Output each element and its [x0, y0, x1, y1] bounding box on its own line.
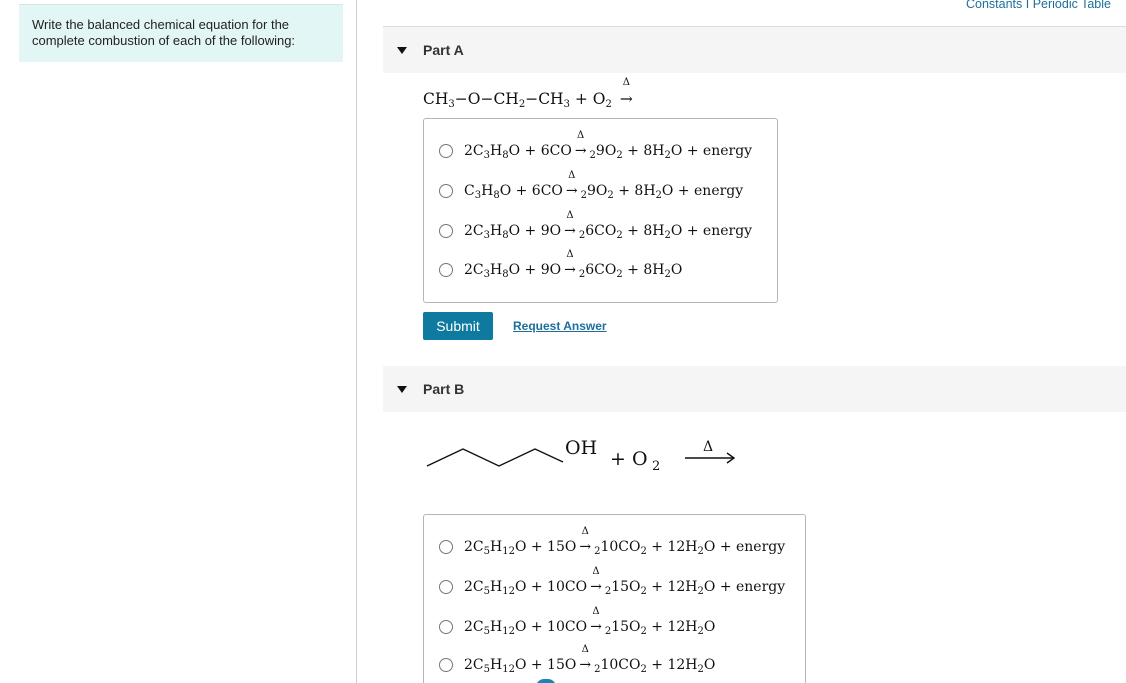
equation-term: 9O [587, 183, 608, 199]
equation-term: 2C [464, 262, 484, 278]
part-b-option-1[interactable] [439, 526, 786, 557]
caret-down-icon [397, 386, 407, 393]
equation-term: O + 15O [514, 539, 577, 555]
part-a-option-4[interactable] [439, 249, 683, 280]
delta-symbol: Δ [566, 210, 574, 221]
radio-button[interactable] [439, 580, 453, 594]
equation-text [464, 130, 753, 161]
heat-arrow-icon [564, 210, 576, 239]
equation-subscript: 2 [664, 150, 671, 161]
q-sub: 2 [518, 99, 526, 110]
equation-term: H [490, 619, 503, 635]
equation-text [464, 526, 786, 557]
request-answer-link[interactable]: Request Answer [513, 319, 607, 333]
arrow-symbol: → [579, 539, 592, 555]
arrow-symbol: → [590, 579, 602, 595]
equation-subscript: 12 [502, 546, 515, 557]
equation-term: H [490, 579, 503, 595]
equation-term: H [490, 539, 503, 555]
equation-subscript: 8 [502, 230, 509, 241]
radio-button[interactable] [439, 263, 453, 277]
delta-symbol: Δ [568, 170, 576, 181]
equation-subscript: 2 [697, 626, 704, 637]
part-a-option-2[interactable] [439, 170, 744, 201]
equation-subscript: 5 [483, 586, 490, 597]
part-b-options [423, 514, 806, 683]
equation-term: 2C [464, 579, 484, 595]
equation-subscript: 2 [594, 664, 601, 675]
equation-term: H [481, 183, 494, 199]
equation-text [464, 249, 683, 280]
equation-term: 2C [464, 539, 484, 555]
hydroxyl-label: OH [565, 437, 598, 459]
equation-term: + 12H [646, 619, 698, 635]
equation-term: O + 9O [508, 262, 562, 278]
carbon-chain-icon [427, 449, 563, 466]
equation-subscript: 2 [578, 269, 586, 280]
radio-button[interactable] [439, 658, 453, 672]
heat-arrow-icon [565, 170, 578, 199]
equation-subscript: 12 [502, 664, 515, 675]
radio-button[interactable] [439, 184, 453, 198]
equation-term: O + 6CO [499, 183, 563, 199]
equation-term: 15O [611, 619, 641, 635]
part-b-header[interactable] [383, 366, 1126, 412]
delta-symbol: Δ [581, 644, 589, 655]
equation-subscript: 2 [607, 190, 614, 201]
part-b-option-4[interactable] [439, 644, 716, 675]
q-sub: 2 [605, 99, 612, 110]
part-b-option-2[interactable] [439, 566, 786, 597]
equation-subscript: 2 [616, 230, 623, 241]
equation-term: O + energy [670, 143, 753, 159]
radio-button[interactable] [439, 620, 453, 634]
equation-term: O [670, 262, 683, 278]
oxygen-label: + O [610, 448, 648, 470]
equation-subscript: 2 [664, 230, 671, 241]
delta-symbol: Δ [577, 130, 585, 141]
part-a-options [423, 118, 778, 303]
equation-term: H [490, 657, 503, 673]
equation-subscript: 2 [578, 230, 586, 241]
equation-term: H [490, 223, 503, 239]
equation-term: 6CO [585, 223, 617, 239]
q-text: + O [569, 90, 606, 108]
delta-symbol: Δ [622, 77, 630, 88]
part-b-option-3[interactable] [439, 606, 716, 637]
part-a-title: Part A [423, 42, 464, 58]
equation-term: H [490, 143, 503, 159]
equation-subscript: 5 [483, 546, 490, 557]
oxygen-subscript: 2 [652, 459, 661, 474]
radio-button[interactable] [439, 540, 453, 554]
equation-subscript: 2 [616, 269, 623, 280]
equation-text [464, 210, 753, 241]
equation-term: + 12H [646, 539, 698, 555]
equation-term: O + energy [661, 183, 744, 199]
equation-subscript: 3 [483, 230, 490, 241]
equation-term: + 12H [646, 657, 698, 673]
equation-subscript: 2 [655, 190, 662, 201]
equation-text [464, 170, 744, 201]
arrow-symbol: → [565, 183, 578, 199]
equation-term: O + energy [670, 223, 753, 239]
equation-term: 2C [464, 619, 484, 635]
delta-symbol: Δ [581, 526, 589, 537]
equation-subscript: 2 [697, 546, 704, 557]
equation-subscript: 5 [483, 626, 490, 637]
equation-subscript: 3 [483, 269, 490, 280]
heat-arrow-icon [579, 526, 592, 555]
equation-term: O + 6CO [508, 143, 572, 159]
heat-arrow-icon [590, 566, 602, 595]
equation-subscript: 2 [664, 269, 671, 280]
periodic-table-link[interactable]: Periodic Table [1032, 0, 1111, 11]
equation-term: 10CO [600, 539, 641, 555]
equation-term: O + 15O [514, 657, 577, 673]
equation-subscript: 2 [640, 586, 647, 597]
equation-subscript: 2 [580, 190, 588, 201]
equation-term: O + 9O [508, 223, 562, 239]
equation-subscript: 8 [502, 150, 509, 161]
equation-term: H [490, 262, 503, 278]
q-sub: 3 [448, 99, 455, 110]
heat-arrow-icon [590, 606, 602, 635]
equation-term: O + energy [703, 579, 786, 595]
heat-arrow-icon [574, 130, 587, 159]
equation-subscript: 3 [483, 150, 490, 161]
equation-term: 9O [595, 143, 617, 159]
arrow-symbol: → [619, 90, 633, 108]
equation-subscript: 2 [697, 586, 704, 597]
equation-text [464, 644, 716, 675]
equation-term: 2C [464, 223, 484, 239]
equation-term: O + energy [703, 539, 786, 555]
equation-subscript: 2 [640, 626, 647, 637]
equation-subscript: 2 [697, 664, 704, 675]
q-text: −O−CH [454, 90, 519, 108]
left-panel [0, 0, 357, 683]
equation-subscript: 2 [604, 586, 612, 597]
equation-subscript: 8 [493, 190, 500, 201]
part-a-header[interactable] [383, 27, 1126, 73]
q-sub: 3 [563, 99, 570, 110]
equation-term: O [703, 657, 716, 673]
constants-link[interactable]: Constants [965, 0, 1023, 11]
delta-symbol: Δ [566, 249, 574, 260]
equation-subscript: 12 [502, 586, 515, 597]
equation-subscript: 3 [474, 190, 482, 201]
arrow-symbol: → [579, 657, 592, 673]
radio-button[interactable] [439, 224, 453, 238]
equation-subscript: 12 [502, 626, 515, 637]
equation-subscript: 2 [589, 150, 596, 161]
submit-button[interactable]: Submit [423, 312, 493, 340]
arrow-symbol: → [564, 262, 576, 278]
heat-arrow-icon [579, 644, 592, 673]
equation-subscript: 8 [502, 269, 509, 280]
equation-term: O + 10CO [514, 579, 588, 595]
equation-term: 2C [464, 143, 484, 159]
delta-symbol: Δ [703, 439, 714, 455]
arrow-symbol: → [590, 619, 602, 635]
pentanol-skeletal-structure [423, 430, 753, 480]
delta-symbol: Δ [592, 606, 600, 617]
equation-subscript: 2 [594, 546, 601, 557]
equation-term: 2C [464, 657, 484, 673]
equation-term: + 12H [646, 579, 698, 595]
link-separator: I [1025, 0, 1030, 11]
equation-text [464, 566, 786, 597]
heat-arrow-icon [564, 249, 576, 278]
caret-down-icon [397, 47, 407, 54]
arrow-symbol: → [574, 143, 587, 159]
equation-subscript: 2 [640, 546, 647, 557]
equation-term: 10CO [600, 657, 641, 673]
equation-subscript: 2 [604, 626, 612, 637]
equation-term: 15O [611, 579, 641, 595]
arrow-symbol: → [564, 223, 576, 239]
equation-term: + 8H [613, 183, 656, 199]
equation-subscript: 5 [483, 664, 490, 675]
part-a-question [423, 77, 636, 110]
equation-term: C [464, 183, 475, 199]
part-a-option-1[interactable] [439, 130, 753, 161]
q-text: CH [423, 90, 449, 108]
equation-term: + 8H [622, 262, 665, 278]
equation-term: O + 10CO [514, 619, 588, 635]
part-b-title: Part B [423, 381, 465, 397]
equation-term: O [703, 619, 716, 635]
delta-symbol: Δ [592, 566, 600, 577]
part-a-option-3[interactable] [439, 210, 753, 241]
q-text: −CH [525, 90, 564, 108]
equation-term: + 8H [622, 143, 665, 159]
heat-arrow-icon [619, 77, 633, 108]
problem-prompt: Write the balanced chemical equation for the complete combustion of each of the following: [19, 4, 343, 62]
equation-term: + 8H [622, 223, 665, 239]
radio-button[interactable] [439, 144, 453, 158]
top-links [966, 0, 1111, 11]
equation-subscript: 2 [616, 150, 623, 161]
equation-text [464, 606, 716, 637]
equation-term: 6CO [585, 262, 617, 278]
part-b-reaction [423, 430, 753, 480]
equation-subscript: 2 [640, 664, 647, 675]
